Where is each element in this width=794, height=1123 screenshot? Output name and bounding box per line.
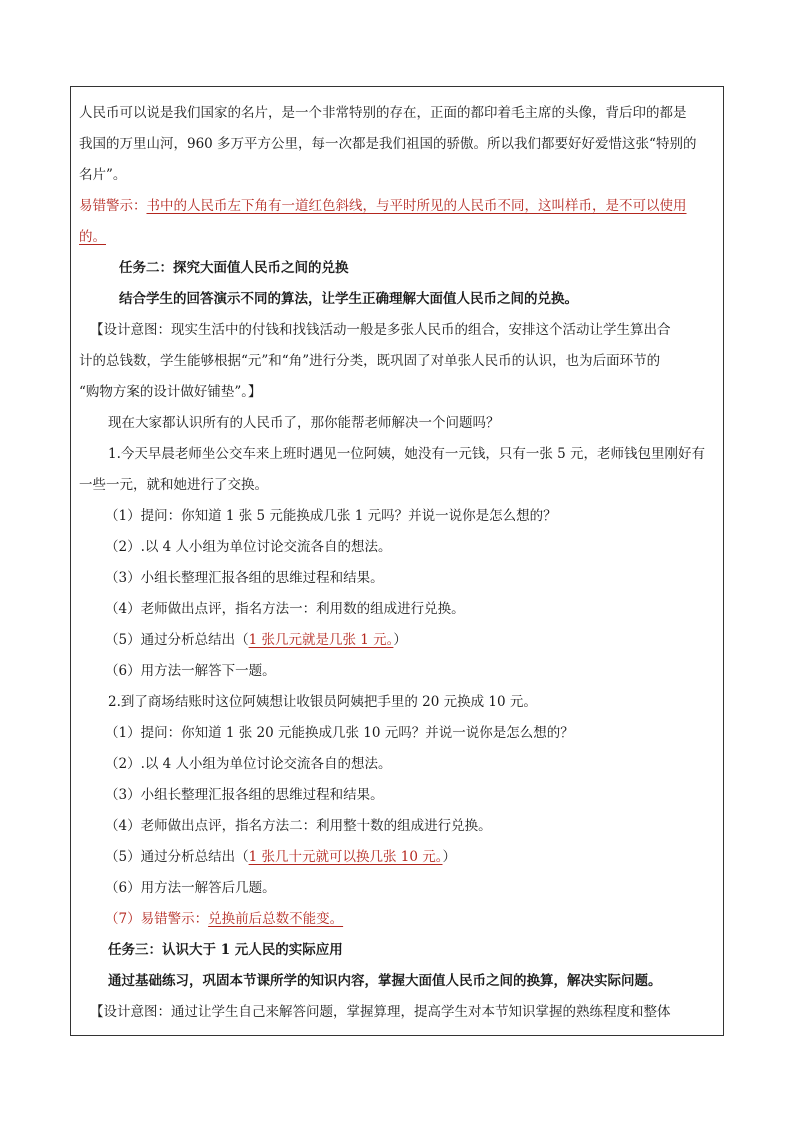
step-5-conclusion: 1 张几元就是几张 1 元。 — [248, 632, 394, 648]
intro-line-2: 我国的万里山河，960 多万平方公里，每一次都是我们祖国的骄傲。所以我们都要好好爱惜这张“特别的 — [79, 136, 697, 152]
warning-1-label: 易错警示： — [79, 198, 147, 214]
problem-2-line-1: 2.到了商场结账时这位阿姨想让收银员阿姨把手里的 20 元换成 10 元。 — [108, 694, 537, 710]
intro-line-3: 名片”。 — [79, 167, 127, 183]
step-7-label: （7）易错警示： — [105, 911, 209, 927]
warning-1-text: 书中的人民币左下角有一道红色斜线，与平时所见的人民币不同，这叫样币，是不可以使用 — [146, 198, 687, 214]
problem-1-line-2: 一些一元，就和她进行了交换。 — [79, 477, 268, 493]
step-5-suffix: ） — [442, 849, 456, 865]
problem-1-step-1: （1）提问：你知道 1 张 5 元能换成几张 1 元吗？并说一说你是怎么想的？ — [105, 508, 557, 524]
task-3-title: 任务三：认识大于 1 元人民的实际应用 — [108, 942, 343, 958]
problem-1-step-4: （4）老师做出点评，指名方法一：利用数的组成进行兑换。 — [105, 601, 465, 617]
problem-1-step-2: （2）.以 4 人小组为单位讨论交流各自的想法。 — [105, 539, 392, 555]
step-5-prefix: （5）通过分析总结出（ — [105, 849, 249, 865]
design-intent-2-line-1: 【设计意图：通过让学生自己来解答问题，掌握算理，提高学生对本节知识掌握的熟练程度和整体 — [90, 1004, 671, 1020]
question-text: 现在大家都认识所有的人民币了，那你能帮老师解决一个问题吗？ — [108, 415, 500, 431]
problem-1-step-6: （6）用方法一解答下一题。 — [105, 663, 276, 679]
problem-2-step-1: （1）提问：你知道 1 张 20 元能换成几张 10 元吗？并说一说你是怎么想的？ — [105, 725, 574, 741]
design-intent-1-line-3: “购物方案的设计做好铺垫”。】 — [79, 384, 262, 400]
intro-line-1: 人民币可以说是我们国家的名片，是一个非常特别的存在，正面的都印着毛主席的头像，背后印的都是 — [79, 105, 687, 121]
step-5-prefix: （5）通过分析总结出（ — [105, 632, 249, 648]
task-2-title: 任务二：探究大面值人民币之间的兑换 — [119, 260, 349, 276]
step-7-warning: 兑换前后总数不能变。 — [208, 911, 344, 927]
step-5-suffix: ） — [393, 632, 407, 648]
problem-1-step-5 — [105, 630, 407, 650]
warning-1-line-1 — [79, 196, 687, 216]
problem-2-step-5 — [105, 847, 456, 867]
problem-2-step-2: （2）.以 4 人小组为单位讨论交流各自的想法。 — [105, 756, 392, 772]
problem-2-step-4: （4）老师做出点评，指名方法二：利用整十数的组成进行兑换。 — [105, 818, 492, 834]
problem-2-step-7 — [105, 909, 343, 929]
problem-2-step-6: （6）用方法一解答后几题。 — [105, 880, 276, 896]
task-2-summary: 结合学生的回答演示不同的算法，让学生正确理解大面值人民币之间的兑换。 — [119, 291, 578, 307]
design-intent-1-line-1: 【设计意图：现实生活中的付钱和找钱活动一般是多张人民币的组合，安排这个活动让学生算出合 — [90, 322, 671, 338]
problem-2-step-3: （3）小组长整理汇报各组的思维过程和结果。 — [105, 787, 384, 803]
problem-1-step-3: （3）小组长整理汇报各组的思维过程和结果。 — [105, 570, 384, 586]
problem-1-line-1: 1.今天早晨老师坐公交车来上班时遇见一位阿姨，她没有一元钱，只有一张 5 元，老师钱包里刚好有 — [108, 446, 706, 462]
step-5-conclusion: 1 张几十元就可以换几张 10 元。 — [248, 849, 443, 865]
warning-1-line-2: 的。 — [79, 229, 106, 245]
task-3-summary: 通过基础练习，巩固本节课所学的知识内容，掌握大面值人民币之间的换算，解决实际问题。 — [108, 973, 662, 989]
design-intent-1-line-2: 计的总钱数，学生能够根据“元”和“角”进行分类，既巩固了对单张人民币的认识，也为后面环节的 — [79, 353, 661, 369]
